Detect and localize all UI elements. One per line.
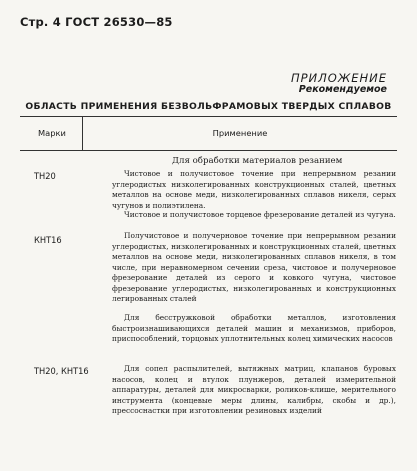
page-header: Стр. 4 ГОСТ 26530—85 <box>20 15 173 29</box>
column-header-grade: Марки <box>38 128 66 138</box>
application-text: Для сопел распылителей, вытяжных матриц, клапанов буровых насосов, колец и втулок плунжеров, деталей измерительной аппаратуры, деталей для микросварки, роликов-клише, мерительного инструмента (концевые меры длины, калибры, скобы и др.), прессоснастки при изготовлении резиновых изделий <box>112 364 396 415</box>
appendix-status: Рекомендуемое <box>298 84 387 96</box>
section-title: Для обработки материалов резанием <box>172 156 343 166</box>
application-text: Получистовое и получерновое точение при непрерывном резании углеродистых, низколегированных и конструкционных сталей, цветных металлов на основе меди, низколегированных сплавов никеля, в том числе, при неравномерном сечении среза, чистовое и получерновое фрезерование деталей из серого и ковкого чугуна, чистовое фрезерование углеродистых, низколегированных и конструкционных легированных сталей <box>112 231 396 303</box>
application-paragraph <box>112 210 396 221</box>
application-text: Чистовое и получистовое точение при непрерывном резании углеродистых низколегированных конструкционных сталей, цветных металлов на основе меди, низколегированных сплавов никеля, серых чугунов и полиэтилена. <box>112 169 396 210</box>
appendix-title: ПРИЛОЖЕНИЕ <box>290 71 387 85</box>
application-paragraph <box>112 231 396 305</box>
application-paragraph <box>112 364 396 417</box>
column-header-application: Применение <box>212 128 268 138</box>
grade-label: КНТ16 <box>34 235 62 246</box>
table-top-rule <box>20 116 397 117</box>
grade-label: ТН20 <box>34 171 56 182</box>
grade-label: ТН20, КНТ16 <box>34 366 89 377</box>
application-paragraph <box>112 313 396 345</box>
appendix-label <box>291 72 387 96</box>
document-title: ОБЛАСТЬ ПРИМЕНЕНИЯ БЕЗВОЛЬФРАМОВЫХ ТВЕРДЫХ СПЛАВОВ <box>25 101 392 112</box>
application-text: Для бесстружковой обработки металлов, изготовления быстроизнашивающихся деталей машин и механизмов, приборов, приспособлений, торцовых уплотнительных колец химических насосов <box>112 313 396 343</box>
application-paragraph <box>112 169 396 211</box>
table-header-rule <box>20 150 397 151</box>
application-text: Чистовое и получистовое торцевое фрезерование деталей из чугуна. <box>124 210 396 219</box>
